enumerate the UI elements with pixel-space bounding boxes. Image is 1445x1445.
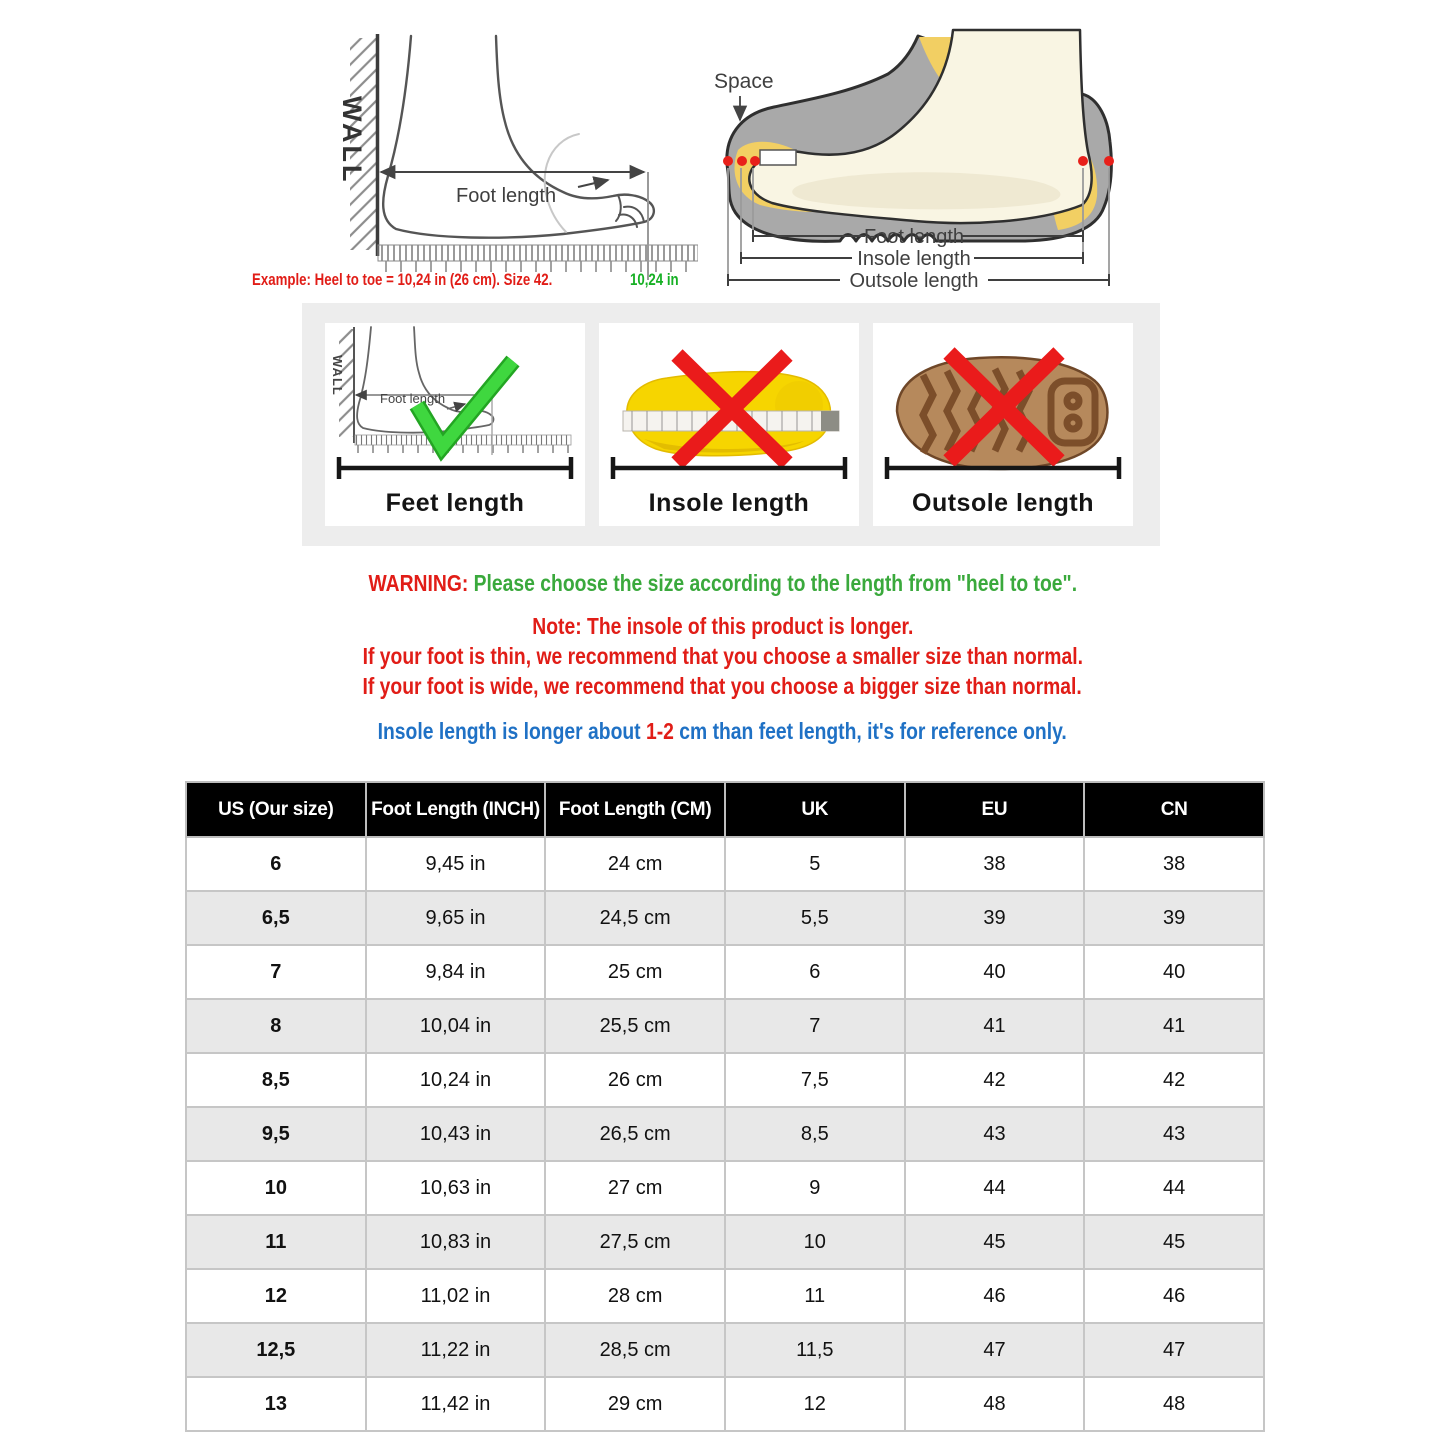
table-cell: 11,42 in bbox=[366, 1377, 546, 1431]
table-row bbox=[186, 945, 1264, 999]
panel-insole-length bbox=[599, 323, 859, 526]
table-cell: 11 bbox=[186, 1215, 366, 1269]
table-cell: 27,5 cm bbox=[545, 1215, 725, 1269]
ruler bbox=[378, 245, 698, 272]
warning-text: Please choose the size according to the length from "heel to toe". bbox=[468, 570, 1077, 596]
table-cell: 44 bbox=[1084, 1161, 1264, 1215]
space-label: Space bbox=[714, 70, 774, 93]
table-row bbox=[186, 1269, 1264, 1323]
warning-line bbox=[0, 570, 1445, 597]
example-measurement-value: 10,24 in bbox=[630, 270, 679, 289]
insole-length-art bbox=[599, 323, 859, 483]
foot-length-label: Foot length bbox=[456, 185, 557, 207]
table-cell: 8 bbox=[186, 999, 366, 1053]
size-table-body bbox=[186, 837, 1264, 1431]
table-cell: 6,5 bbox=[186, 891, 366, 945]
table-cell: 10,24 in bbox=[366, 1053, 546, 1107]
bracket bbox=[339, 457, 571, 479]
foot-outline bbox=[383, 36, 654, 238]
shoe-cross-section-diagram bbox=[700, 0, 1200, 302]
table-row bbox=[186, 891, 1264, 945]
insole-note-highlight: 1-2 bbox=[646, 718, 675, 744]
table-cell: 48 bbox=[1084, 1377, 1264, 1431]
column-header: US (Our size) bbox=[186, 782, 366, 837]
table-cell: 10 bbox=[186, 1161, 366, 1215]
table-cell: 43 bbox=[1084, 1107, 1264, 1161]
table-cell: 9,45 in bbox=[366, 837, 546, 891]
table-cell: 11 bbox=[725, 1269, 905, 1323]
table-cell: 45 bbox=[1084, 1215, 1264, 1269]
table-cell: 39 bbox=[1084, 891, 1264, 945]
table-cell: 26 cm bbox=[545, 1053, 725, 1107]
table-cell: 9 bbox=[725, 1161, 905, 1215]
feet-length-art bbox=[325, 323, 585, 483]
panel-outsole-length bbox=[873, 323, 1133, 526]
warnings-block bbox=[0, 570, 1445, 745]
table-cell: 6 bbox=[186, 837, 366, 891]
table-cell: 26,5 cm bbox=[545, 1107, 725, 1161]
table-cell: 43 bbox=[905, 1107, 1085, 1161]
shoe-outsole-length-label: Outsole length bbox=[849, 270, 979, 292]
table-cell: 10,63 in bbox=[366, 1161, 546, 1215]
note-line-3: If your foot is wide, we recommend that you choose a bigger size than normal. bbox=[362, 673, 1083, 699]
table-cell: 29 cm bbox=[545, 1377, 725, 1431]
table-cell: 7,5 bbox=[725, 1053, 905, 1107]
table-cell: 11,02 in bbox=[366, 1269, 546, 1323]
column-header: Foot Length (CM) bbox=[545, 782, 725, 837]
table-cell: 24 cm bbox=[545, 837, 725, 891]
bracket bbox=[613, 457, 845, 479]
panel-feet-length bbox=[325, 323, 585, 526]
table-cell: 9,5 bbox=[186, 1107, 366, 1161]
toe-space-gap bbox=[760, 150, 796, 165]
table-cell: 40 bbox=[1084, 945, 1264, 999]
table-cell: 12,5 bbox=[186, 1323, 366, 1377]
table-cell: 5 bbox=[725, 837, 905, 891]
table-cell: 9,65 in bbox=[366, 891, 546, 945]
mini-wall-label: WALL bbox=[330, 355, 345, 396]
table-cell: 27 cm bbox=[545, 1161, 725, 1215]
table-cell: 10,83 in bbox=[366, 1215, 546, 1269]
example-text bbox=[252, 270, 672, 290]
table-row bbox=[186, 1377, 1264, 1431]
table-cell: 39 bbox=[905, 891, 1085, 945]
table-cell: 13 bbox=[186, 1377, 366, 1431]
panel-label-outsole-length: Outsole length bbox=[912, 489, 1094, 517]
wall-label: WALL bbox=[337, 96, 367, 185]
table-cell: 46 bbox=[905, 1269, 1085, 1323]
table-cell: 6 bbox=[725, 945, 905, 999]
mini-foot-length-label: Foot length bbox=[380, 391, 446, 406]
table-cell: 24,5 cm bbox=[545, 891, 725, 945]
table-cell: 11,22 in bbox=[366, 1323, 546, 1377]
table-cell: 42 bbox=[1084, 1053, 1264, 1107]
table-row bbox=[186, 1215, 1264, 1269]
table-cell: 8,5 bbox=[725, 1107, 905, 1161]
note-line-1: Note: The insole of this product is longer. bbox=[531, 613, 914, 639]
size-chart-table bbox=[185, 781, 1265, 1432]
note-line-2: If your foot is thin, we recommend that you choose a smaller size than normal. bbox=[362, 643, 1083, 669]
table-cell: 7 bbox=[186, 945, 366, 999]
table-row bbox=[186, 837, 1264, 891]
table-cell: 25,5 cm bbox=[545, 999, 725, 1053]
column-header: CN bbox=[1084, 782, 1264, 837]
table-cell: 47 bbox=[905, 1323, 1085, 1377]
table-cell: 48 bbox=[905, 1377, 1085, 1431]
table-cell: 10,04 in bbox=[366, 999, 546, 1053]
table-cell: 9,84 in bbox=[366, 945, 546, 999]
insole-note-line: Insole length is longer about 1-2 cm than feet length, it's for reference only. bbox=[377, 718, 1068, 744]
table-cell: 45 bbox=[905, 1215, 1085, 1269]
table-cell: 10,43 in bbox=[366, 1107, 546, 1161]
table-row bbox=[186, 1053, 1264, 1107]
table-cell: 5,5 bbox=[725, 891, 905, 945]
warning-prefix: WARNING: bbox=[368, 570, 469, 596]
table-cell: 42 bbox=[905, 1053, 1085, 1107]
column-header: UK bbox=[725, 782, 905, 837]
table-cell: 11,5 bbox=[725, 1323, 905, 1377]
table-cell: 38 bbox=[1084, 837, 1264, 891]
table-cell: 12 bbox=[725, 1377, 905, 1431]
panel-label-insole-length: Insole length bbox=[648, 489, 810, 517]
column-header: EU bbox=[905, 782, 1085, 837]
table-header-row bbox=[186, 782, 1264, 837]
table-cell: 40 bbox=[905, 945, 1085, 999]
foot-measure-diagram bbox=[248, 24, 698, 282]
table-cell: 8,5 bbox=[186, 1053, 366, 1107]
table-cell: 28,5 cm bbox=[545, 1323, 725, 1377]
table-cell: 7 bbox=[725, 999, 905, 1053]
table-cell: 12 bbox=[186, 1269, 366, 1323]
column-header: Foot Length (INCH) bbox=[366, 782, 546, 837]
table-row bbox=[186, 999, 1264, 1053]
table-cell: 28 cm bbox=[545, 1269, 725, 1323]
table-cell: 44 bbox=[905, 1161, 1085, 1215]
outsole-length-art bbox=[873, 323, 1133, 483]
shoe-foot-length-label: Foot length bbox=[863, 226, 965, 248]
table-cell: 41 bbox=[1084, 999, 1264, 1053]
table-cell: 47 bbox=[1084, 1323, 1264, 1377]
example-text-inner: Example: Heel to toe = 10,24 in (26 cm). Size 42. bbox=[252, 270, 553, 289]
table-cell: 46 bbox=[1084, 1269, 1264, 1323]
panel-label-feet-length: Feet length bbox=[385, 489, 525, 517]
table-cell: 38 bbox=[905, 837, 1085, 891]
shoe-insole-length-label: Insole length bbox=[857, 248, 971, 270]
table-cell: 10 bbox=[725, 1215, 905, 1269]
table-cell: 41 bbox=[905, 999, 1085, 1053]
table-row bbox=[186, 1107, 1264, 1161]
measuring-methods-band bbox=[302, 303, 1160, 546]
table-cell: 25 cm bbox=[545, 945, 725, 999]
table-row bbox=[186, 1323, 1264, 1377]
table-row bbox=[186, 1161, 1264, 1215]
